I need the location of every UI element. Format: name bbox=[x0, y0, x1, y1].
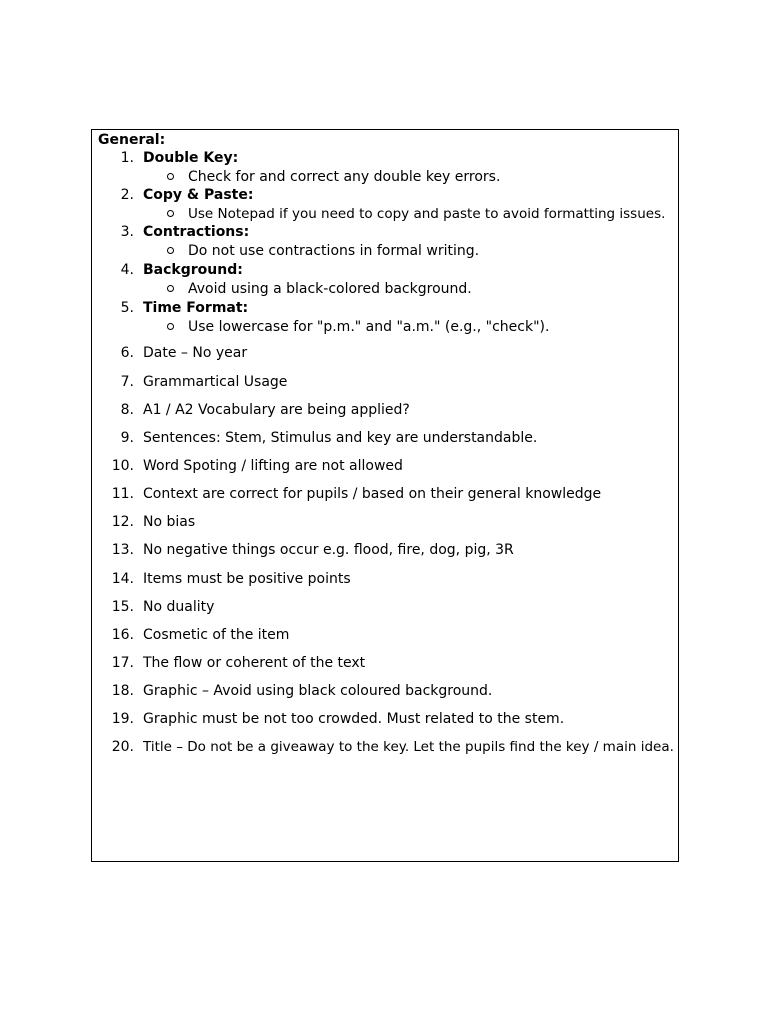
item-text: Items must be positive points bbox=[143, 571, 351, 587]
item-number: 10. bbox=[111, 458, 134, 474]
item-number: 15. bbox=[111, 599, 134, 615]
section-heading: General: bbox=[98, 132, 166, 148]
item-text: Context are correct for pupils / based on their general knowledge bbox=[143, 486, 602, 502]
item-detail: Check for and correct any double key errors. bbox=[188, 169, 501, 185]
item-title: Double Key: bbox=[143, 150, 239, 166]
item-text: Title – Do not be a giveaway to the key. Let the pupils find the key / main idea. bbox=[143, 739, 674, 755]
item-number: 16. bbox=[111, 627, 134, 643]
item-title: Copy & Paste: bbox=[143, 187, 254, 203]
item-text: The flow or coherent of the text bbox=[143, 655, 366, 671]
item-number: 8. bbox=[120, 402, 134, 418]
bullet-circle-icon bbox=[167, 210, 174, 217]
item-number: 12. bbox=[111, 514, 134, 530]
bullet-circle-icon bbox=[167, 285, 174, 292]
item-number: 14. bbox=[111, 571, 134, 587]
item-number: 1. bbox=[120, 150, 134, 166]
item-number: 20. bbox=[111, 739, 134, 755]
item-detail: Do not use contractions in formal writing. bbox=[188, 243, 480, 259]
item-title: Time Format: bbox=[143, 300, 249, 316]
item-text: Graphic must be not too crowded. Must related to the stem. bbox=[143, 711, 565, 727]
item-detail: Avoid using a black-colored background. bbox=[188, 281, 472, 297]
bullet-circle-icon bbox=[167, 323, 174, 330]
item-number: 6. bbox=[120, 345, 134, 361]
item-number: 13. bbox=[111, 542, 134, 558]
item-detail: Use Notepad if you need to copy and paste to avoid formatting issues. bbox=[188, 206, 666, 222]
item-text: Word Spoting / lifting are not allowed bbox=[143, 458, 403, 474]
item-text: Cosmetic of the item bbox=[143, 627, 290, 643]
bullet-circle-icon bbox=[167, 247, 174, 254]
item-title: Contractions: bbox=[143, 224, 250, 240]
item-text: Graphic – Avoid using black coloured background. bbox=[143, 683, 493, 699]
item-number: 18. bbox=[111, 683, 134, 699]
item-number: 7. bbox=[120, 374, 134, 390]
item-number: 2. bbox=[120, 187, 134, 203]
item-detail: Use lowercase for "p.m." and "a.m." (e.g., "check"). bbox=[188, 319, 550, 335]
bullet-circle-icon bbox=[167, 173, 174, 180]
item-text: Date – No year bbox=[143, 345, 248, 361]
item-number: 19. bbox=[111, 711, 134, 727]
item-text: Grammartical Usage bbox=[143, 374, 288, 390]
item-text: No duality bbox=[143, 599, 215, 615]
item-number: 5. bbox=[120, 300, 134, 316]
item-number: 17. bbox=[111, 655, 134, 671]
item-text: No negative things occur e.g. flood, fire, dog, pig, 3R bbox=[143, 542, 514, 558]
item-text: No bias bbox=[143, 514, 196, 530]
checklist-box bbox=[91, 129, 679, 862]
item-number: 11. bbox=[111, 486, 134, 502]
item-number: 3. bbox=[120, 224, 134, 240]
item-text: Sentences: Stem, Stimulus and key are understandable. bbox=[143, 430, 538, 446]
item-number: 4. bbox=[120, 262, 134, 278]
item-text: A1 / A2 Vocabulary are being applied? bbox=[143, 402, 410, 418]
item-title: Background: bbox=[143, 262, 243, 278]
item-number: 9. bbox=[120, 430, 134, 446]
